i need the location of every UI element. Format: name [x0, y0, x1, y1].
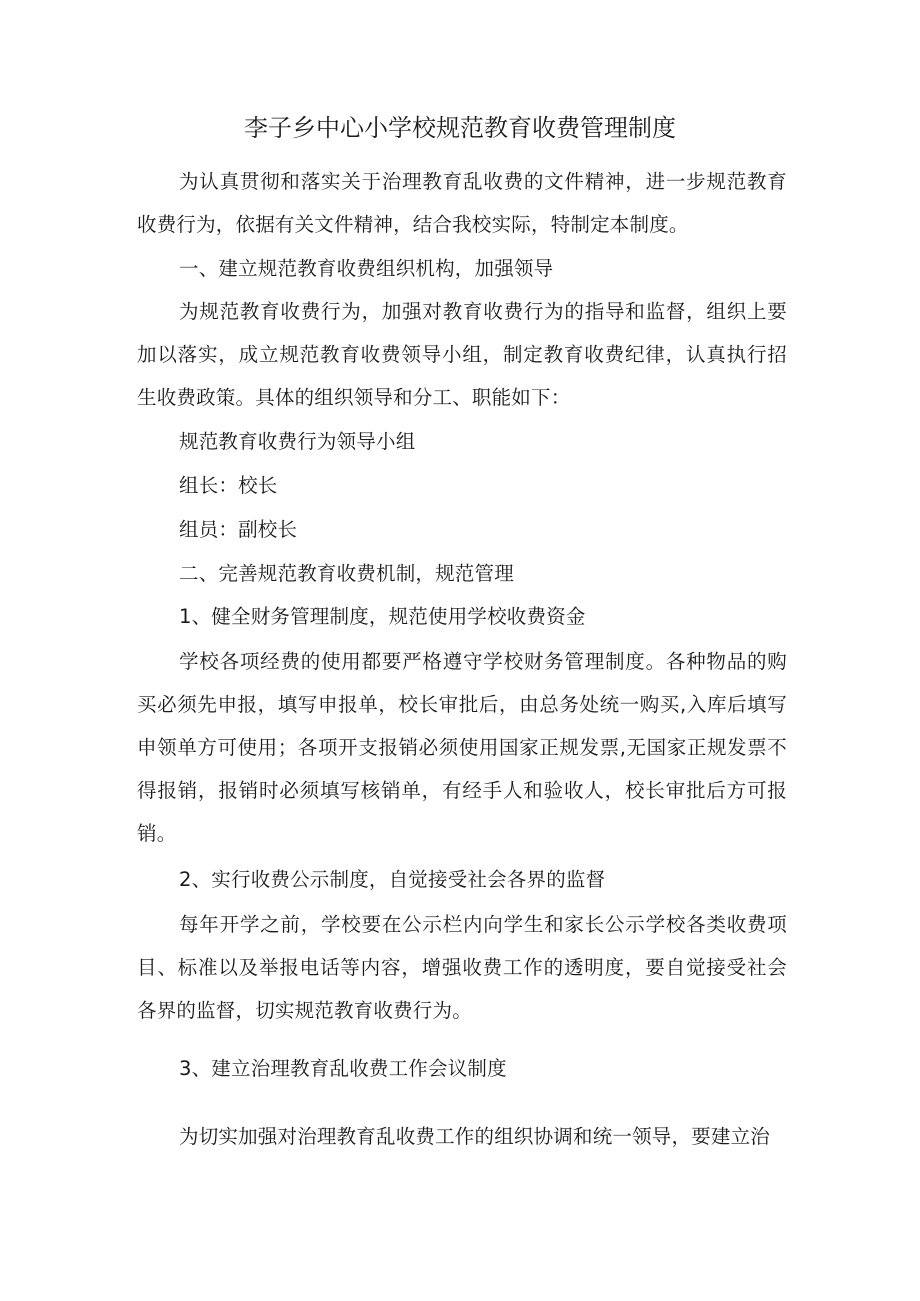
item3-heading: 3、建立治理教育乱收费工作会议制度 [179, 1057, 507, 1080]
section1-heading: 一、建立规范教育收费组织机构，加强领导 [179, 257, 554, 280]
item1-heading: 1、健全财务管理制度，规范使用学校收费资金 [179, 605, 586, 628]
section2-heading: 二、完善规范教育收费机制，规范管理 [179, 562, 514, 585]
item2-heading: 2、实行收费公示制度，自觉接受社会各界的监督 [179, 868, 606, 891]
group-member: 组员：副校长 [179, 518, 298, 541]
group-name: 规范教育收费行为领导小组 [179, 430, 416, 453]
item3-paragraph: 为切实加强对治理教育乱收费工作的组织协调和统一领导，要建立治 [179, 1125, 771, 1148]
document-title: 李子乡中心小学校规范教育收费管理制度 [244, 114, 676, 142]
item2-paragraph: 每年开学之前，学校要在公示栏内向学生和家长公示学校各类收费项目、标准以及举报电话等内容，增强收费工作的透明度，要自觉接受社会各界的监督，切实规范教育收费行为。 [137, 913, 787, 1022]
group-leader: 组长：校长 [179, 474, 278, 497]
section1-paragraph: 为规范教育收费行为，加强对教育收费行为的指导和监督，组织上要加以落实，成立规范教育收费领导小组，制定教育收费纪律，认真执行招生收费政策。具体的组织领导和分工、职能如下： [137, 300, 787, 409]
intro-paragraph: 为认真贯彻和落实关于治理教育乱收费的文件精神，进一步规范教育收费行为，依据有关文件精神，结合我校实际，特制定本制度。 [137, 170, 787, 236]
item1-paragraph: 学校各项经费的使用都要严格遵守学校财务管理制度。各种物品的购买必须先申报，填写申报单，校长审批后，由总务处统一购买,入库后填写申领单方可使用；各项开支报销必须使用国家正规发票,无国家正规发票不得报销，报销时必须填写核销单，有经手人和验收人，校长审批后方可报销。 [137, 650, 787, 845]
